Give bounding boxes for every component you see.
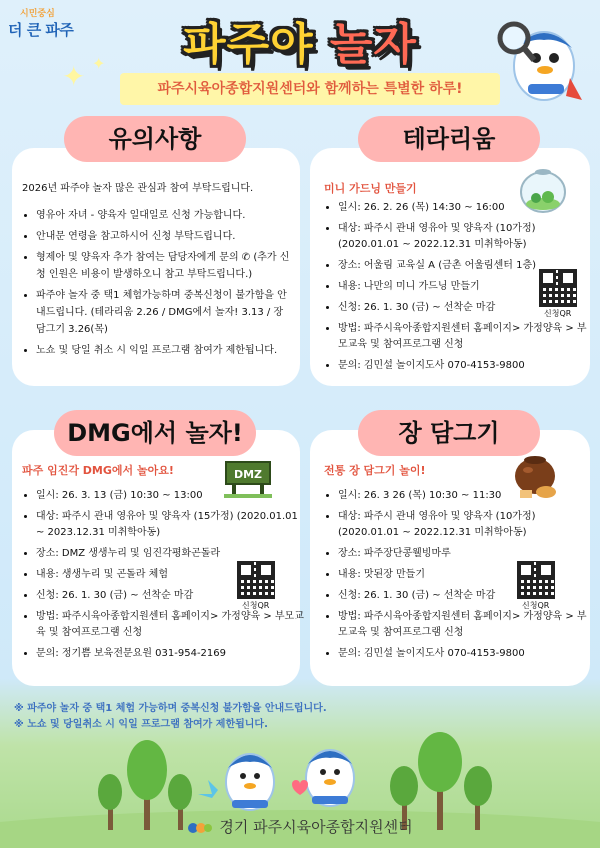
terrarium-qr-code[interactable] — [540, 270, 576, 306]
jang-subtitle: 전통 장 담그기 놀이! — [324, 464, 426, 477]
terrarium-subtitle: 미니 가드닝 만들기 — [324, 182, 417, 195]
jang-item: • 일시: 26. 3 26 (목) 10:30 ~ 11:30 — [338, 488, 596, 504]
dmg-item: • 신청: 26. 1. 30 (금) ~ 선착순 마감 — [36, 588, 306, 604]
sparkle-icon: ✦ — [92, 54, 106, 73]
footnote: ※ 노쇼 및 당일취소 시 익일 프로그램 참여가 제한됩니다. — [14, 719, 268, 730]
notice-item: • 안내문 연령을 참고하시어 신청 부탁드립니다. — [36, 228, 292, 245]
notice-body — [22, 180, 292, 363]
jang-item: • 대상: 파주시 관내 영유아 및 양육자 (10가정) (2020.01.01 ~ 2022.12.31 미취학아동) — [338, 509, 596, 541]
title-part1: 파주야 — [183, 19, 314, 70]
terrarium-item: • 일시: 26. 2. 26 (목) 14:30 ~ 16:00 — [338, 200, 596, 216]
terrarium-item: • 방법: 파주시육아종합지원센터 홈페이지> 가정양육 > 부모교육 및 참여프로그램 신청 — [338, 321, 596, 353]
center-logo-icon — [187, 820, 213, 836]
terrarium-qr-label: 신청QR — [544, 309, 572, 318]
title-part2: 놀자 — [329, 19, 417, 70]
dmg-item: • 일시: 26. 3. 13 (금) 10:30 ~ 13:00 — [36, 488, 306, 504]
terrarium-item: • 대상: 파주시 관내 영유아 및 양육자 (10가정) (2020.01.01 ~ 2022.12.31 미취학아동) — [338, 221, 596, 253]
notice-item: • 형제아 및 양육자 추가 참여는 담당자에게 문의 ✆ (추가 신청 인원은 비용이 발생하오니 참고 부탁드립니다.) — [36, 249, 292, 283]
terrarium-item: • 장소: 어울림 교육실 A (금촌 어울림센터 1층) — [338, 258, 596, 274]
dmg-item: • 내용: 생생누리 및 곤돌라 체험 — [36, 567, 306, 583]
jang-list — [324, 488, 596, 667]
notice-list — [22, 207, 292, 359]
jang-item: • 문의: 김민설 놀이지도사 070-4153-9800 — [338, 646, 596, 662]
dmg-qr-label: 신청QR — [242, 601, 270, 610]
notice-item: • 영유아 자녀 - 양육자 일대일로 신청 가능합니다. — [36, 207, 292, 224]
jang-item: • 장소: 파주장단콩웰빙마루 — [338, 546, 596, 562]
jang-item: • 내용: 맛된장 만들기 — [338, 567, 596, 583]
dmg-item: • 장소: DMZ 생생누리 및 임진각평화곤돌라 — [36, 546, 306, 562]
subtitle-text: 파주시육아종합지원센터와 함께하는 특별한 하루! — [157, 81, 463, 97]
terrarium-heading: 테라리움 — [358, 116, 540, 162]
jang-item: • 방법: 파주시육아종합지원센터 홈페이지> 가정양육 > 부모교육 및 참여프로그램 신청 — [338, 609, 596, 641]
dmz-sign-text: DMZ — [233, 468, 263, 481]
dmg-subtitle: 파주 임진각 DMG에서 놀아요! — [22, 464, 174, 477]
footnote: ※ 파주야 놀자 중 택1 체험 가능하며 중복신청 불가함을 안내드립니다. — [14, 703, 327, 714]
jang-qr-label: 신청QR — [522, 601, 550, 610]
terrarium-item: • 문의: 김민설 놀이지도사 070-4153-9800 — [338, 358, 596, 374]
notice-item: • 노쇼 및 당일 취소 시 익일 프로그램 참여가 제한됩니다. — [36, 342, 292, 359]
dmg-item: • 문의: 정기쁨 보육전문요원 031-954-2169 — [36, 646, 306, 662]
jang-item: • 신청: 26. 1. 30 (금) ~ 선착순 마감 — [338, 588, 596, 604]
notice-heading: 유의사항 — [64, 116, 246, 162]
terrarium-item: • 내용: 나만의 미니 가드닝 만들기 — [338, 279, 596, 295]
notice-item: • 파주야 놀자 중 택1 체험가능하며 중복신청이 불가함을 안내드립니다. (테라리움 2.26 / DMG에서 놀자! 3.13 / 장 담그기 3.26(목) — [36, 287, 292, 338]
sparkle-icon: ✦ — [62, 60, 86, 93]
terrarium-item: • 신청: 26. 1. 30 (금) ~ 선착순 마감 — [338, 300, 596, 316]
dmg-item: • 방법: 파주시육아종합지원센터 홈페이지> 가정양육 > 부모교육 및 참여프로그램 신청 — [36, 609, 306, 641]
dmg-item: • 대상: 파주시 관내 영유아 및 양육자 (15가정) (2020.01.01 ~ 2023.12.31 미취학아동) — [36, 509, 306, 541]
jang-qr-code[interactable] — [518, 562, 554, 598]
notice-intro: 2026년 파주야 놀자 많은 관심과 참여 부탁드립니다. — [22, 183, 254, 194]
footer — [0, 816, 600, 837]
footer-text: 경기 파주시육아종합지원센터 — [219, 818, 413, 836]
mascot-magnifier-icon — [486, 8, 590, 112]
dmg-qr-code[interactable] — [238, 562, 274, 598]
dmg-heading: DMG에서 놀자! — [54, 410, 256, 456]
city-logo: 시민중심 더 큰 파주 — [8, 9, 74, 39]
jang-heading: 장 담그기 — [358, 410, 540, 456]
